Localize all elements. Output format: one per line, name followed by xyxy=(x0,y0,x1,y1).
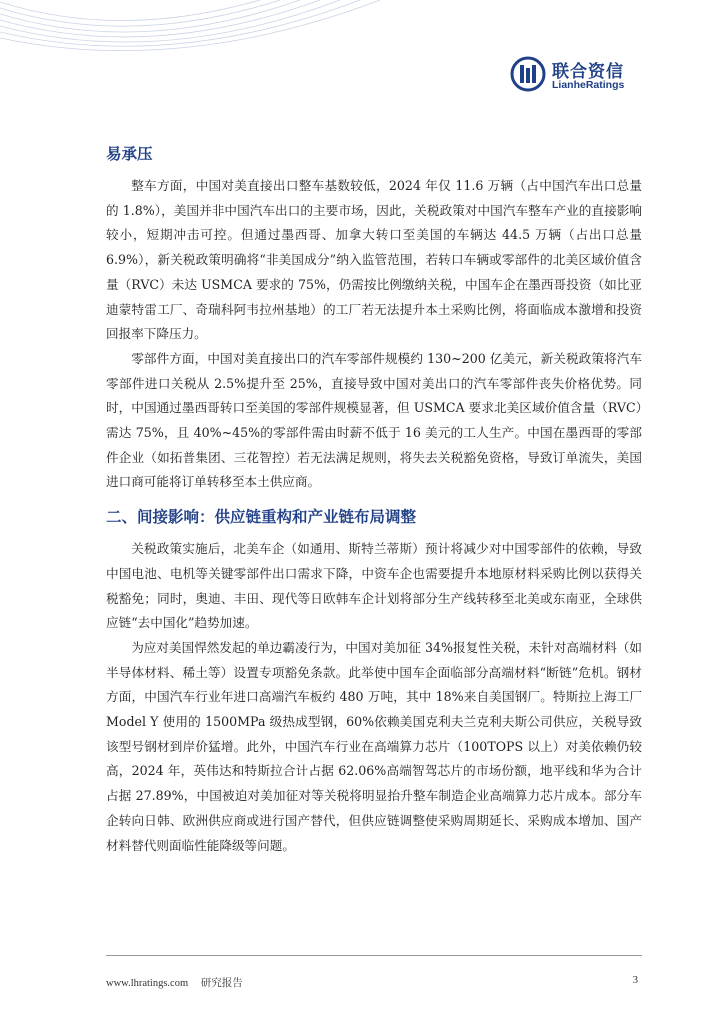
lianhe-logo-icon xyxy=(510,56,546,92)
footer-doc-type: 研究报告 xyxy=(200,978,243,989)
footer-info xyxy=(106,975,253,990)
section-heading: 二、间接影响：供应链重构和产业链布局调整 xyxy=(106,508,417,527)
paragraph-supply-chain: 关税政策实施后，北美车企（如通用、斯特兰蒂斯）预计将减少对中国零部件的依赖，导致中国电池、电机等关键零部件出口需求下降，中资车企也需要提升本地原材料采购比例以获得关税豁免；同时，奥迪、丰田、现代等日欧韩车企计划将部分生产线转移至北美或东南亚，全球供应链“去中国化”趋势加速。 xyxy=(106,541,642,631)
logo-english-name: LianheRatings xyxy=(552,79,625,91)
footer-divider xyxy=(106,955,642,956)
company-logo xyxy=(510,56,640,96)
footer-website-link[interactable]: www.lhratings.com xyxy=(106,978,189,989)
report-body xyxy=(106,140,642,858)
section-heading: 易承压 xyxy=(106,145,153,163)
paragraph-vehicles: 整车方面，中国对美直接出口整车基数较低，2024 年仅 11.6 万辆（占中国汽车出口总量的 1.8%），美国并非中国汽车出口的主要市场，因此，关税政策对中国汽车整车产业的直接影响较小，短期冲击可控。但通过墨西哥、加拿大转口至美国的车辆达 44.5 万辆（占出口总量 6.9%），新关税政策明确将“非美国成分”纳入监管范围，若转口车辆或零部件的北美区域价值含量（RVC）未达 USMCA 要求的 75%，仍需按比例缴纳关税，中国车企在墨西哥投资（如比亚迪蒙特雷工厂、奇瑞科阿韦拉州基地）的工厂若无法提升本土采购比例，将面临成本激增和投资回报率下降压力。 xyxy=(106,178,642,342)
paragraph-components: 零部件方面，中国对美直接出口的汽车零部件规模约 130~200 亿美元，新关税政策将汽车零部件进口关税从 2.5%提升至 25%，直接导致中国对美出口的汽车零部件丧失价格优势。同时，中国通过墨西哥转口至美国的零部件规模显著，但 USMCA 要求北美区域价值含量（RVC）需达 75%，且 40%~45%的零部件需由时薪不低于 16 美元的工人生产。中国在墨西哥的零部件企业（如拓普集团、三花智控）若无法满足规则，将失去关税豁免资格，导致订单流失，美国进口商可能将订单转移至本土供应商。 xyxy=(106,350,642,490)
logo-chinese-name: 联合资信 xyxy=(552,62,624,82)
page-number: 3 xyxy=(632,975,638,986)
paragraph-materials: 为应对美国悍然发起的单边霸凌行为，中国对美加征 34%报复性关税，未针对高端材料（如半导体材料、稀土等）设置专项豁免条款。此举使中国车企面临部分高端材料“断链”危机。钢材方面，中国汽车行业年进口高端汽车板约 480 万吨，其中 18%来自美国钢厂。特斯拉上海工厂 Model Y 使用的 1500MPa 级热成型钢，60%依赖美国克利夫兰克利夫斯公司供应，关税导致该型号钢材到岸价猛增。此外，中国汽车行业在高端算力芯片（100TOPS 以上）对美依赖仍较高，2024 年，英伟达和特斯拉合计占据 62.06%高端智驾芯片的市场份额，地平线和华为合计占据 27.89%，中国被迫对美加征对等关税将明显抬升整车制造企业高端算力芯片成本。部分车企转向日韩、欧洲供应商或进行国产替代，但供应链调整使采购周期延长、采购成本增加、国产材料替代则面临性能降级等问题。 xyxy=(106,639,642,853)
